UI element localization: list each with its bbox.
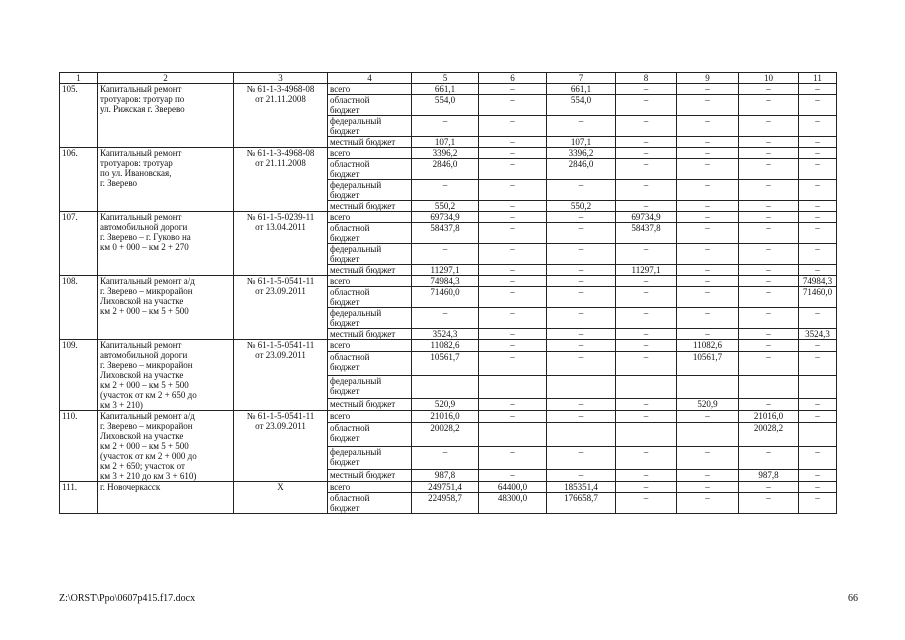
funding-source: федеральный бюджет [328, 308, 412, 329]
table-row [60, 148, 837, 159]
amount-cell: – [479, 148, 547, 159]
amount-cell: – [479, 180, 547, 201]
amount-cell: – [677, 244, 739, 265]
amount-cell [677, 423, 739, 446]
amount-cell: – [739, 352, 799, 375]
amount-cell [547, 423, 616, 446]
amount-cell: – [677, 95, 739, 116]
amount-cell: – [547, 223, 616, 244]
amount-cell: – [547, 446, 616, 469]
document-ref: № 61-1-3-4968-08 от 21.11.2008 [234, 84, 328, 148]
amount-cell [677, 375, 739, 398]
object-name: Капитальный ремонт тротуаров: тротуар по ул. Ивановская, г. Зверево [98, 148, 234, 212]
amount-cell: 71460,0 [799, 287, 837, 308]
amount-cell [799, 375, 837, 398]
amount-cell: 3524,3 [412, 329, 479, 340]
amount-cell: – [547, 180, 616, 201]
amount-cell: – [739, 446, 799, 469]
amount-cell: – [547, 469, 616, 481]
document-ref: № 61-1-5-0541-11 от 23.09.2011 [234, 340, 328, 411]
amount-cell [479, 423, 547, 446]
amount-cell: – [479, 212, 547, 223]
amount-cell: – [616, 340, 677, 352]
amount-cell: 10561,7 [412, 352, 479, 375]
amount-cell: 10561,7 [677, 352, 739, 375]
row-number: 111. [60, 482, 98, 514]
amount-cell [799, 423, 837, 446]
amount-cell: – [799, 398, 837, 410]
amount-cell: – [739, 340, 799, 352]
amount-cell: – [616, 84, 677, 95]
amount-cell: – [799, 265, 837, 276]
funding-source: местный бюджет [328, 265, 412, 276]
amount-cell: – [799, 201, 837, 212]
header-row [60, 73, 837, 84]
amount-cell: – [799, 340, 837, 352]
amount-cell: 74984,3 [799, 276, 837, 287]
row-number: 107. [60, 212, 98, 276]
funding-source: местный бюджет [328, 137, 412, 148]
amount-cell: – [616, 469, 677, 481]
table-row [60, 212, 837, 223]
amount-cell: – [412, 116, 479, 137]
amount-cell: – [799, 180, 837, 201]
amount-cell: 21016,0 [739, 411, 799, 423]
amount-cell: 3396,2 [547, 148, 616, 159]
amount-cell: – [739, 137, 799, 148]
amount-cell: – [616, 308, 677, 329]
funding-source: областной бюджет [328, 352, 412, 375]
funding-source: федеральный бюджет [328, 375, 412, 398]
amount-cell: – [616, 180, 677, 201]
amount-cell: 554,0 [547, 95, 616, 116]
amount-cell: – [479, 469, 547, 481]
row-number: 106. [60, 148, 98, 212]
amount-cell: – [616, 411, 677, 423]
amount-cell: 550,2 [547, 201, 616, 212]
amount-cell: – [479, 308, 547, 329]
amount-cell: – [616, 137, 677, 148]
funding-source: всего [328, 340, 412, 352]
amount-cell: – [677, 137, 739, 148]
row-number: 105. [60, 84, 98, 148]
funding-source: областной бюджет [328, 493, 412, 514]
funding-source: всего [328, 411, 412, 423]
amount-cell: – [677, 148, 739, 159]
amount-cell: – [739, 148, 799, 159]
amount-cell: – [799, 159, 837, 180]
amount-cell: – [616, 398, 677, 410]
amount-cell: – [479, 95, 547, 116]
amount-cell: – [739, 265, 799, 276]
funding-source: федеральный бюджет [328, 244, 412, 265]
amount-cell: 987,8 [739, 469, 799, 481]
amount-cell: – [739, 329, 799, 340]
amount-cell [412, 375, 479, 398]
amount-cell [547, 375, 616, 398]
funding-source: федеральный бюджет [328, 446, 412, 469]
amount-cell: 176658,7 [547, 493, 616, 514]
amount-cell [616, 375, 677, 398]
amount-cell: 661,1 [547, 84, 616, 95]
amount-cell: 107,1 [412, 137, 479, 148]
amount-cell: – [479, 276, 547, 287]
amount-cell: 520,9 [412, 398, 479, 410]
amount-cell: – [739, 276, 799, 287]
amount-cell: – [616, 329, 677, 340]
amount-cell: – [547, 244, 616, 265]
amount-cell: – [799, 137, 837, 148]
column-header: 9 [677, 73, 739, 84]
amount-cell: 249751,4 [412, 482, 479, 493]
footer-file-path: Z:\ORST\Ppo\0607p415.f17.docx [59, 593, 196, 604]
amount-cell: – [739, 180, 799, 201]
amount-cell: – [479, 352, 547, 375]
amount-cell: 11082,6 [677, 340, 739, 352]
amount-cell: – [677, 265, 739, 276]
amount-cell: 520,9 [677, 398, 739, 410]
document-ref: № 61-1-3-4968-08 от 21.11.2008 [234, 148, 328, 212]
amount-cell: – [616, 148, 677, 159]
funding-source: областной бюджет [328, 159, 412, 180]
column-header: 5 [412, 73, 479, 84]
funding-source: местный бюджет [328, 201, 412, 212]
amount-cell: – [677, 411, 739, 423]
table-row [60, 340, 837, 352]
amount-cell: – [616, 446, 677, 469]
table-row [60, 276, 837, 287]
amount-cell: – [677, 201, 739, 212]
amount-cell: 58437,8 [412, 223, 479, 244]
amount-cell: 987,8 [412, 469, 479, 481]
amount-cell: – [799, 84, 837, 95]
amount-cell: – [739, 159, 799, 180]
amount-cell: – [616, 95, 677, 116]
amount-cell: – [616, 352, 677, 375]
amount-cell: – [677, 159, 739, 180]
amount-cell: – [412, 446, 479, 469]
amount-cell: – [799, 482, 837, 493]
amount-cell: – [479, 223, 547, 244]
amount-cell: 3396,2 [412, 148, 479, 159]
amount-cell: – [547, 340, 616, 352]
amount-cell: 21016,0 [412, 411, 479, 423]
amount-cell: 71460,0 [412, 287, 479, 308]
document-ref: Х [234, 482, 328, 514]
column-header: 7 [547, 73, 616, 84]
amount-cell: – [479, 411, 547, 423]
funding-source: всего [328, 84, 412, 95]
object-name: Капитальный ремонт тротуаров: тротуар по ул. Рижская г. Зверево [98, 84, 234, 148]
amount-cell: – [739, 201, 799, 212]
object-name: Капитальный ремонт а/д г. Зверево – микрорайон Лиховской на участке км 2 + 000 – км 5 + 500 (участок от км 2 + 000 до км 2 + 650; участок от км 3 + 210 до км 3 + 610) [98, 411, 234, 482]
budget-table [59, 72, 837, 514]
amount-cell: – [739, 95, 799, 116]
amount-cell: 107,1 [547, 137, 616, 148]
amount-cell: 185351,4 [547, 482, 616, 493]
funding-source: федеральный бюджет [328, 116, 412, 137]
funding-source: всего [328, 212, 412, 223]
table-row [60, 84, 837, 95]
document-ref: № 61-1-5-0541-11 от 23.09.2011 [234, 276, 328, 340]
amount-cell: – [547, 287, 616, 308]
amount-cell: 74984,3 [412, 276, 479, 287]
amount-cell: – [479, 329, 547, 340]
amount-cell: – [616, 493, 677, 514]
amount-cell: 20028,2 [739, 423, 799, 446]
amount-cell: – [677, 308, 739, 329]
amount-cell: – [677, 116, 739, 137]
table-row [60, 482, 837, 493]
amount-cell: – [799, 95, 837, 116]
amount-cell: – [739, 84, 799, 95]
amount-cell: – [479, 159, 547, 180]
funding-source: местный бюджет [328, 469, 412, 481]
amount-cell: 69734,9 [616, 212, 677, 223]
amount-cell: 554,0 [412, 95, 479, 116]
amount-cell: – [547, 352, 616, 375]
amount-cell: – [479, 398, 547, 410]
amount-cell: – [479, 116, 547, 137]
column-header: 11 [799, 73, 837, 84]
funding-source: местный бюджет [328, 329, 412, 340]
amount-cell: – [739, 244, 799, 265]
object-name: Капитальный ремонт автомобильной дороги г. Зверево – г. Гуково на км 0 + 000 – км 2 + 270 [98, 212, 234, 276]
amount-cell: – [479, 265, 547, 276]
amount-cell: – [479, 201, 547, 212]
amount-cell: – [547, 411, 616, 423]
amount-cell: – [739, 398, 799, 410]
amount-cell: – [739, 287, 799, 308]
funding-source: всего [328, 482, 412, 493]
amount-cell: – [799, 352, 837, 375]
amount-cell: 224958,7 [412, 493, 479, 514]
amount-cell: – [479, 137, 547, 148]
amount-cell: – [616, 287, 677, 308]
amount-cell: – [799, 308, 837, 329]
amount-cell: – [799, 493, 837, 514]
column-header: 10 [739, 73, 799, 84]
amount-cell: – [479, 244, 547, 265]
object-name: Капитальный ремонт а/д г. Зверево – микрорайон Лиховской на участке км 2 + 000 – км 5 + 500 [98, 276, 234, 340]
amount-cell: – [677, 469, 739, 481]
table-row [60, 411, 837, 423]
funding-source: областной бюджет [328, 423, 412, 446]
row-number: 109. [60, 340, 98, 411]
amount-cell: – [799, 469, 837, 481]
amount-cell: – [412, 244, 479, 265]
amount-cell: – [547, 329, 616, 340]
amount-cell: 64400,0 [479, 482, 547, 493]
amount-cell [479, 375, 547, 398]
amount-cell: – [616, 276, 677, 287]
funding-source: всего [328, 276, 412, 287]
document-ref: № 61-1-5-0541-11 от 23.09.2011 [234, 411, 328, 482]
amount-cell: – [412, 308, 479, 329]
funding-source: всего [328, 148, 412, 159]
object-name: Капитальный ремонт автомобильной дороги г. Зверево – микрорайон Лиховской на участке км 2 + 000 – км 5 + 500 (участок от км 2 + 650 до км 3 + 210) [98, 340, 234, 411]
amount-cell: – [677, 329, 739, 340]
column-header: 8 [616, 73, 677, 84]
column-header: 1 [60, 73, 98, 84]
column-header: 4 [328, 73, 412, 84]
amount-cell: – [739, 308, 799, 329]
amount-cell: – [677, 287, 739, 308]
amount-cell: – [412, 180, 479, 201]
amount-cell: 11082,6 [412, 340, 479, 352]
amount-cell: 48300,0 [479, 493, 547, 514]
amount-cell: – [677, 482, 739, 493]
amount-cell: – [616, 116, 677, 137]
amount-cell: – [547, 116, 616, 137]
column-header: 3 [234, 73, 328, 84]
amount-cell: – [739, 212, 799, 223]
amount-cell: – [677, 493, 739, 514]
column-header: 2 [98, 73, 234, 84]
amount-cell: – [547, 212, 616, 223]
funding-source: областной бюджет [328, 95, 412, 116]
amount-cell: – [799, 223, 837, 244]
amount-cell: – [547, 308, 616, 329]
amount-cell: – [739, 482, 799, 493]
amount-cell: 11297,1 [616, 265, 677, 276]
amount-cell: – [677, 180, 739, 201]
funding-source: областной бюджет [328, 223, 412, 244]
amount-cell: – [479, 287, 547, 308]
column-header: 6 [479, 73, 547, 84]
amount-cell: 2846,0 [547, 159, 616, 180]
amount-cell: – [547, 265, 616, 276]
amount-cell [616, 423, 677, 446]
funding-source: областной бюджет [328, 287, 412, 308]
amount-cell: – [479, 340, 547, 352]
amount-cell: – [799, 116, 837, 137]
amount-cell: – [547, 398, 616, 410]
amount-cell: 550,2 [412, 201, 479, 212]
amount-cell: 661,1 [412, 84, 479, 95]
amount-cell: 69734,9 [412, 212, 479, 223]
amount-cell: 2846,0 [412, 159, 479, 180]
document-ref: № 61-1-5-0239-11 от 13.04.2011 [234, 212, 328, 276]
row-number: 108. [60, 276, 98, 340]
funding-source: федеральный бюджет [328, 180, 412, 201]
amount-cell [739, 375, 799, 398]
amount-cell: 11297,1 [412, 265, 479, 276]
amount-cell: – [616, 244, 677, 265]
amount-cell: 20028,2 [412, 423, 479, 446]
amount-cell: – [799, 411, 837, 423]
page-number: 66 [848, 593, 858, 604]
amount-cell: – [739, 116, 799, 137]
amount-cell: – [616, 482, 677, 493]
amount-cell: – [799, 244, 837, 265]
row-number: 110. [60, 411, 98, 482]
amount-cell: – [739, 493, 799, 514]
amount-cell: – [479, 84, 547, 95]
amount-cell: – [547, 276, 616, 287]
funding-source: местный бюджет [328, 398, 412, 410]
amount-cell: – [677, 223, 739, 244]
amount-cell: – [799, 148, 837, 159]
object-name: г. Новочеркасск [98, 482, 234, 514]
amount-cell: – [677, 212, 739, 223]
amount-cell: – [616, 159, 677, 180]
amount-cell: – [799, 212, 837, 223]
amount-cell: – [616, 201, 677, 212]
amount-cell: – [739, 223, 799, 244]
amount-cell: – [479, 446, 547, 469]
amount-cell: 3524,3 [799, 329, 837, 340]
amount-cell: – [677, 84, 739, 95]
amount-cell: – [799, 446, 837, 469]
amount-cell: – [677, 276, 739, 287]
amount-cell: 58437,8 [616, 223, 677, 244]
amount-cell: – [677, 446, 739, 469]
